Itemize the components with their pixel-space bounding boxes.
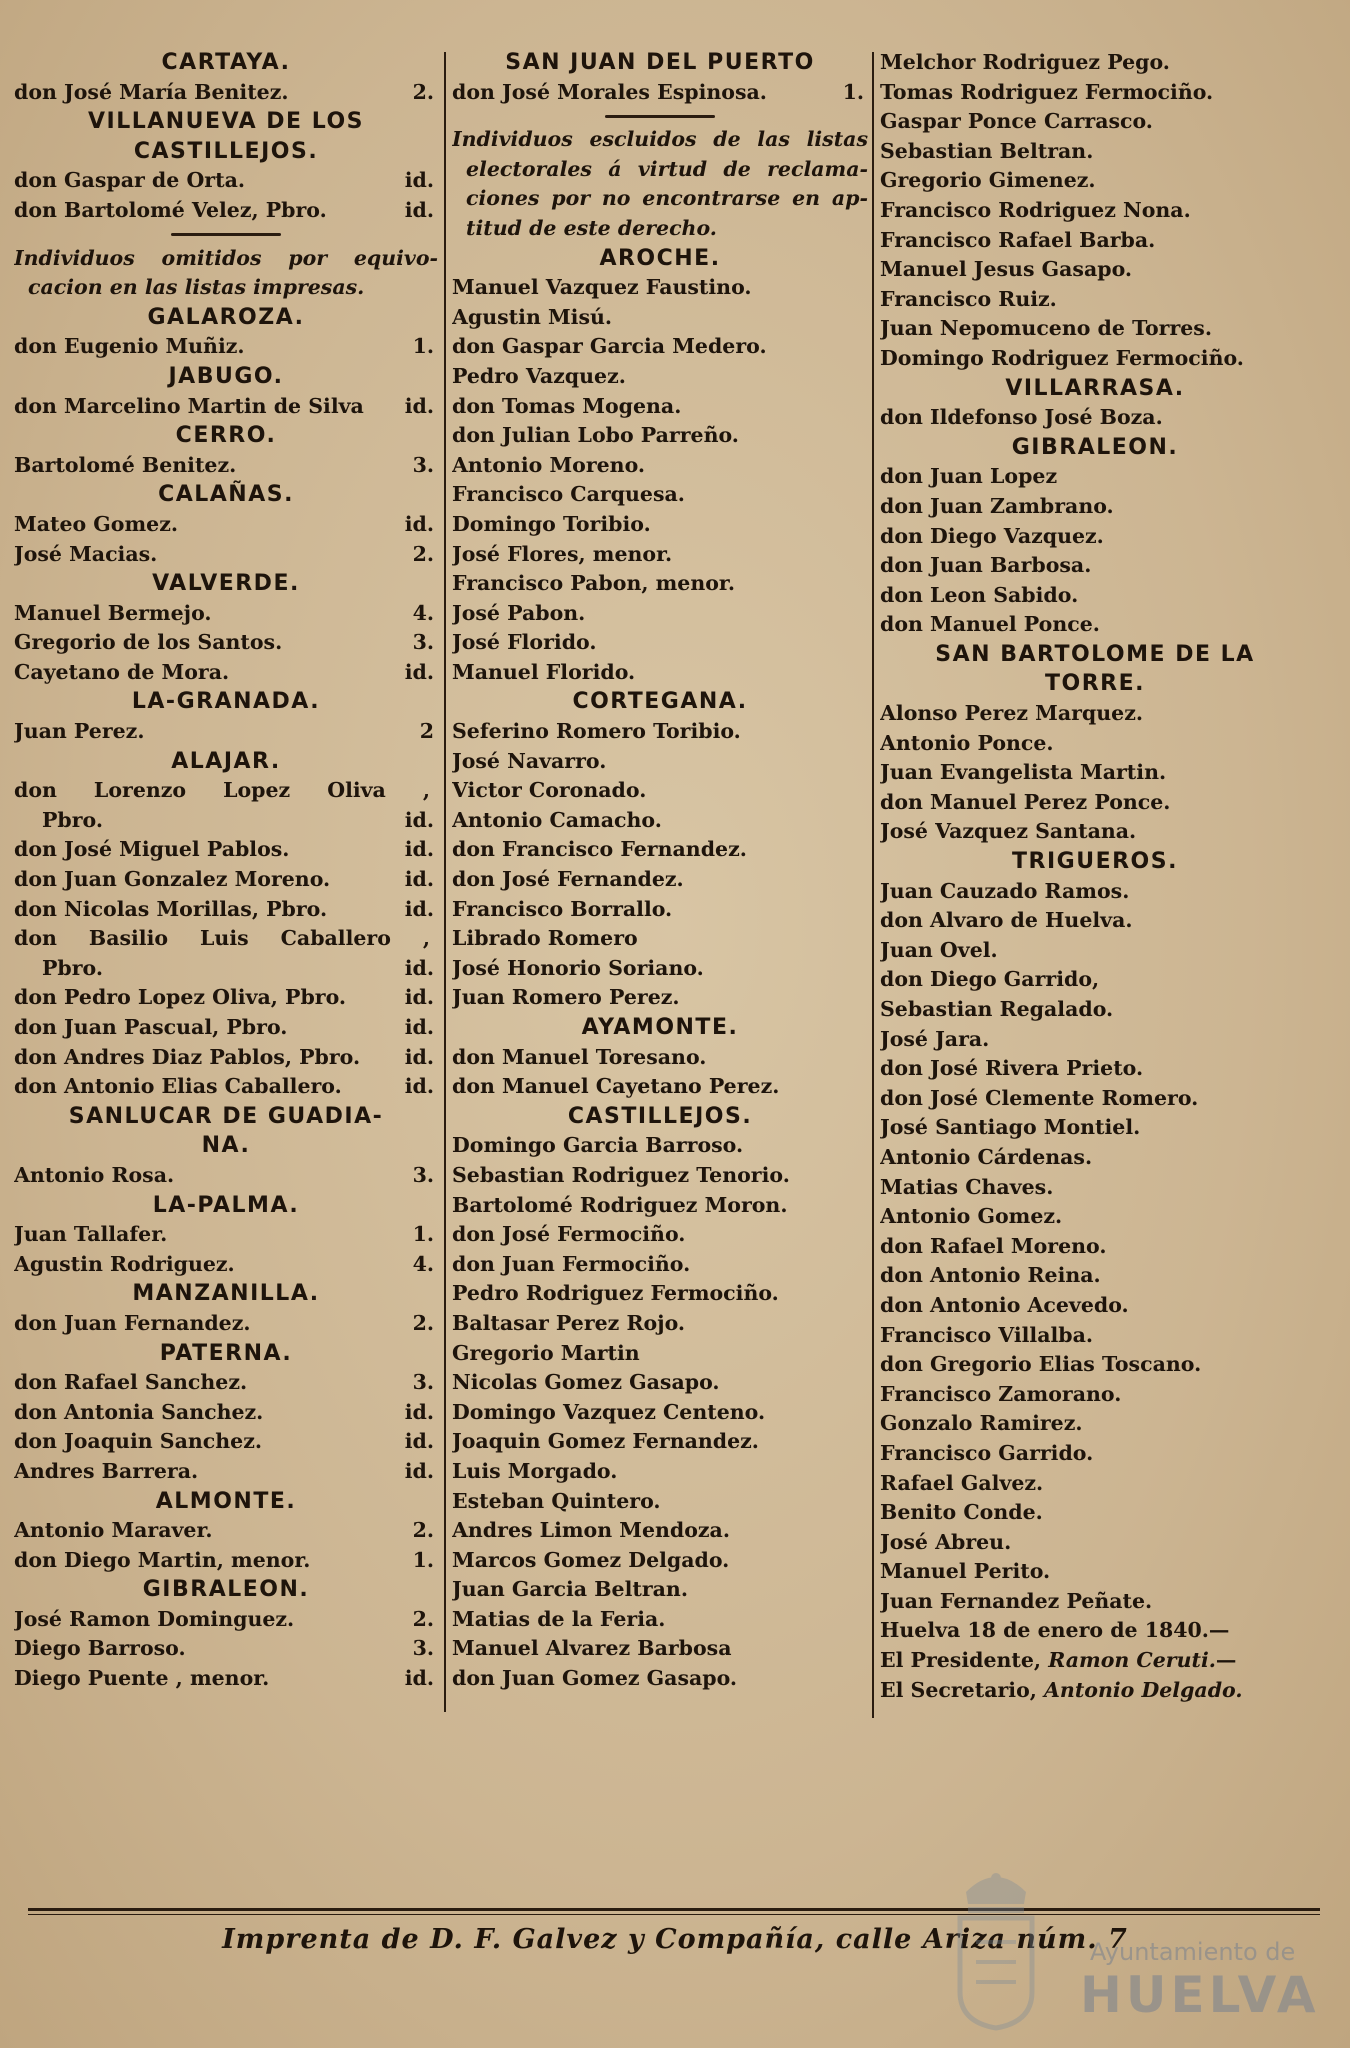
- list-item: [14, 1161, 438, 1191]
- town-heading: VILLARRASA.: [1005, 375, 1185, 401]
- list-item: [14, 1250, 438, 1280]
- list-item: don José Rivera Prieto.: [880, 1056, 1144, 1081]
- list-item: don Francisco Fernandez.: [452, 837, 747, 862]
- person-name: Antonio Maraver.: [14, 1518, 213, 1543]
- secretary-label: El Secretario,: [880, 1677, 1037, 1702]
- signature-date: Huelva 18 de enero de 1840.—: [880, 1618, 1230, 1643]
- footer-rule-thick: [28, 1908, 1320, 1911]
- list-item: [14, 166, 438, 196]
- list-item: [14, 1398, 438, 1428]
- person-name: Juan Perez.: [14, 719, 145, 744]
- list-item: Bartolomé Rodriguez Moron.: [452, 1192, 788, 1217]
- town-heading: PATERNA.: [159, 1340, 293, 1366]
- entry-note: id.: [404, 807, 434, 832]
- person-name: don Bartolomé Velez, Pbro.: [14, 197, 327, 222]
- list-item: don Antonio Reina.: [880, 1263, 1101, 1288]
- president-label: El Presidente,: [880, 1648, 1042, 1673]
- list-item: Manuel Vazquez Faustino.: [452, 275, 752, 300]
- list-item: [452, 78, 868, 108]
- entry-note: 3.: [412, 452, 434, 477]
- section-note-line: ciones por no encontrarse en ap-: [466, 186, 868, 211]
- list-item: Antonio Moreno.: [452, 452, 646, 477]
- list-item: [14, 332, 438, 362]
- person-name: don Rafael Sanchez.: [14, 1370, 248, 1395]
- entry-note: 2: [419, 719, 434, 744]
- city-seal-watermark-icon: [946, 1852, 1046, 2032]
- person-name: don Diego Martin, menor.: [14, 1547, 311, 1572]
- list-item: José Santiago Montiel.: [880, 1115, 1141, 1140]
- list-item: don Juan Lopez: [880, 464, 1058, 489]
- entry-note: 1.: [412, 334, 434, 359]
- list-item: [14, 1309, 438, 1339]
- list-item: [14, 196, 438, 226]
- entry-note: id.: [404, 511, 434, 536]
- list-item: Francisco Rafael Barba.: [880, 227, 1156, 252]
- list-item: [14, 1516, 438, 1546]
- list-item: Baltasar Perez Rojo.: [452, 1310, 686, 1335]
- list-item: Manuel Jesus Gasapo.: [880, 257, 1133, 282]
- person-name: Cayetano de Mora.: [14, 659, 230, 684]
- list-item: don Tomas Mogena.: [452, 393, 682, 418]
- entry-note: 3.: [412, 1636, 434, 1661]
- entry-note: 3.: [412, 1370, 434, 1395]
- entry-note: id.: [404, 1458, 434, 1483]
- entry-note: 2.: [412, 1518, 434, 1543]
- list-item: [14, 540, 438, 570]
- list-item: don Gregorio Elias Toscano.: [880, 1352, 1202, 1377]
- list-item: Gregorio Gimenez.: [880, 168, 1096, 193]
- person-name: don José Miguel Pablos.: [14, 837, 290, 862]
- list-item: Gonzalo Ramirez.: [880, 1411, 1083, 1436]
- list-item: [14, 1013, 438, 1043]
- footer-rule-thin: [28, 1914, 1320, 1915]
- signature-secretary: [880, 1676, 1310, 1706]
- entry-note: id.: [404, 867, 434, 892]
- list-item: [14, 776, 438, 806]
- list-item: [14, 451, 438, 481]
- list-item: don Diego Garrido,: [880, 967, 1100, 992]
- town-heading: VALVERDE.: [152, 571, 300, 597]
- list-item: Manuel Perito.: [880, 1559, 1051, 1584]
- person-name: don Juan Pascual, Pbro.: [14, 1015, 288, 1039]
- person-name: Agustin Rodriguez.: [14, 1251, 235, 1276]
- list-item: [14, 1427, 438, 1457]
- list-item: Francisco Pabon, menor.: [452, 571, 735, 596]
- list-item: José Pabon.: [452, 600, 586, 625]
- column-rule-left: [444, 52, 446, 1712]
- list-item: don Juan Fermociño.: [452, 1251, 691, 1276]
- watermark-line2: HUELVA: [1080, 1966, 1320, 2024]
- list-item: Juan Garcia Beltran.: [452, 1577, 688, 1602]
- list-item: Antonio Cárdenas.: [880, 1144, 1093, 1169]
- president-name: Ramon Ceruti.: [1048, 1648, 1216, 1673]
- person-name: don José Morales Espinosa.: [452, 79, 767, 104]
- person-name: Gregorio de los Santos.: [14, 630, 283, 655]
- list-item: Matias de la Feria.: [452, 1606, 666, 1631]
- town-heading: GIBRALEON.: [142, 1577, 310, 1603]
- president-dash: —: [1215, 1648, 1237, 1673]
- town-heading: CERRO.: [175, 423, 277, 449]
- list-item: don José Fermociño.: [452, 1222, 686, 1247]
- list-item: don Manuel Toresano.: [452, 1044, 707, 1069]
- entry-note: 4.: [412, 1251, 434, 1276]
- person-name: don Lorenzo Lopez Oliva ,: [14, 778, 430, 803]
- town-heading: AYAMONTE.: [581, 1015, 739, 1040]
- list-item: don Manuel Cayetano Perez.: [452, 1074, 780, 1099]
- list-item: Manuel Alvarez Barbosa: [452, 1636, 732, 1661]
- town-heading: TRIGUEROS.: [1012, 849, 1178, 875]
- list-item: don Julian Lobo Parreño.: [452, 423, 739, 448]
- town-heading: ALAJAR.: [171, 748, 281, 774]
- person-name-continuation: Pbro.: [42, 807, 103, 832]
- list-item: Francisco Borrallo.: [452, 896, 673, 921]
- list-item: José Honorio Soriano.: [452, 955, 704, 980]
- town-heading: NA.: [201, 1133, 251, 1159]
- town-heading: TORRE.: [1045, 671, 1145, 697]
- list-item: Juan Evangelista Martin.: [880, 760, 1167, 785]
- list-item: [14, 717, 438, 747]
- list-item: Francisco Garrido.: [880, 1440, 1094, 1465]
- person-name: Juan Tallafer.: [14, 1222, 168, 1247]
- person-name: don Eugenio Muñiz.: [14, 334, 245, 359]
- person-name: Mateo Gomez.: [14, 511, 178, 536]
- list-item: [14, 1605, 438, 1635]
- list-item: [14, 1072, 438, 1102]
- town-heading: ALMONTE.: [155, 1488, 297, 1514]
- list-item: Melchor Rodriguez Pego.: [880, 50, 1170, 74]
- list-item: Antonio Ponce.: [880, 730, 1054, 755]
- list-item: don Manuel Ponce.: [880, 612, 1100, 637]
- entry-note: id.: [404, 1015, 434, 1039]
- entry-note: id.: [404, 896, 434, 921]
- town-heading: LA-PALMA.: [152, 1192, 300, 1218]
- list-item-continuation: [14, 806, 438, 836]
- list-item: Domingo Garcia Barroso.: [452, 1133, 744, 1158]
- list-item: [14, 895, 438, 925]
- list-item: José Abreu.: [880, 1529, 1012, 1554]
- person-name: Manuel Bermejo.: [14, 600, 212, 625]
- list-item: [14, 865, 438, 895]
- list-item: Alonso Perez Marquez.: [880, 701, 1143, 726]
- town-heading: CASTILLEJOS.: [567, 1103, 753, 1129]
- list-item: Librado Romero: [452, 926, 638, 951]
- list-item: [14, 1664, 438, 1694]
- list-item: Sebastian Rodriguez Tenorio.: [452, 1162, 790, 1187]
- entry-note: id.: [404, 659, 434, 684]
- entry-note: id.: [404, 393, 434, 418]
- person-name: don Juan Gonzalez Moreno.: [14, 867, 331, 892]
- list-item: Gaspar Ponce Carrasco.: [880, 109, 1153, 134]
- person-name: don Nicolas Morillas, Pbro.: [14, 896, 328, 921]
- column-rule-right: [872, 52, 874, 1718]
- entry-note: 2.: [412, 79, 434, 104]
- list-item: José Florido.: [452, 630, 597, 655]
- list-item: Francisco Zamorano.: [880, 1381, 1122, 1406]
- list-item: don Diego Vazquez.: [880, 523, 1104, 548]
- person-name-continuation: Pbro.: [42, 955, 103, 980]
- list-item: José Flores, menor.: [452, 541, 673, 566]
- list-item: Pedro Vazquez.: [452, 363, 626, 388]
- list-item: Domingo Rodriguez Fermociño.: [880, 345, 1244, 370]
- entry-note: 2.: [412, 541, 434, 566]
- entry-note: 2.: [412, 1606, 434, 1631]
- list-item: don Manuel Perez Ponce.: [880, 789, 1171, 814]
- list-item: José Vazquez Santana.: [880, 819, 1137, 844]
- entry-note: id.: [404, 1399, 434, 1424]
- list-item: [14, 599, 438, 629]
- person-name: don Pedro Lopez Oliva, Pbro.: [14, 985, 347, 1010]
- town-heading: SANLUCAR DE GUADIA-: [68, 1103, 384, 1129]
- entry-note: id.: [404, 955, 434, 980]
- town-heading: MANZANILLA.: [132, 1281, 320, 1307]
- town-heading: VILLANUEVA DE LOS: [87, 109, 365, 135]
- entry-note: 4.: [412, 600, 434, 625]
- list-item: Benito Conde.: [880, 1500, 1043, 1525]
- list-item: Domingo Toribio.: [452, 511, 651, 536]
- person-name: Diego Barroso.: [14, 1636, 186, 1661]
- list-item: Juan Nepomuceno de Torres.: [880, 316, 1212, 341]
- person-name: José Macias.: [14, 541, 158, 566]
- section-note-line: Individuos omitidos por equivo-: [14, 245, 438, 270]
- list-item: Francisco Villalba.: [880, 1322, 1094, 1347]
- list-item: don Antonio Acevedo.: [880, 1292, 1129, 1317]
- list-item: don José Fernandez.: [452, 867, 684, 892]
- person-name: Andres Barrera.: [14, 1458, 199, 1483]
- list-item: [14, 1546, 438, 1576]
- column-middle: [452, 48, 868, 1720]
- entry-note: id.: [404, 168, 434, 193]
- person-name: don Marcelino Martin de Silva: [14, 393, 364, 418]
- list-item: [14, 510, 438, 540]
- list-item: don Juan Barbosa.: [880, 553, 1092, 578]
- town-heading: LA-GRANADA.: [131, 689, 321, 715]
- list-item: Pedro Rodriguez Fermociño.: [452, 1281, 779, 1306]
- town-heading: JABUGO.: [168, 363, 284, 389]
- list-item: Juan Fernandez Peñate.: [880, 1588, 1153, 1613]
- list-item: Seferino Romero Toribio.: [452, 719, 741, 744]
- person-name: don Joaquin Sanchez.: [14, 1429, 262, 1454]
- list-item: [14, 628, 438, 658]
- list-item: Luis Morgado.: [452, 1458, 618, 1483]
- entry-note: id.: [404, 1666, 434, 1691]
- list-item: don Gaspar Garcia Medero.: [452, 334, 767, 359]
- section-note-line: electorales á virtud de reclama-: [466, 156, 868, 181]
- secretary-name: Antonio Delgado.: [1044, 1677, 1243, 1702]
- entry-note: 1.: [412, 1547, 434, 1572]
- column-left: [14, 48, 438, 1720]
- list-item: Marcos Gomez Delgado.: [452, 1547, 730, 1572]
- person-name: don Basilio Luis Caballero ,: [14, 926, 430, 951]
- list-item: José Navarro.: [452, 748, 607, 773]
- list-item: Antonio Camacho.: [452, 807, 662, 832]
- town-heading: GALAROZA.: [147, 304, 305, 330]
- entry-note: id.: [404, 837, 434, 862]
- list-item: Manuel Florido.: [452, 659, 636, 684]
- town-heading: CORTEGANA.: [572, 689, 748, 715]
- person-name: José Ramon Dominguez.: [14, 1606, 295, 1631]
- list-item: don Juan Gomez Gasapo.: [452, 1666, 738, 1691]
- town-heading: SAN BARTOLOME DE LA: [935, 641, 1255, 667]
- signature-president: [880, 1646, 1310, 1676]
- town-heading: SAN JUAN DEL PUERTO: [505, 50, 815, 75]
- list-item: don Juan Zambrano.: [880, 493, 1114, 518]
- ornament-rule: [14, 226, 438, 244]
- list-item: [14, 835, 438, 865]
- list-item: Rafael Galvez.: [880, 1470, 1044, 1495]
- list-item: [14, 1043, 438, 1073]
- list-item: Juan Romero Perez.: [452, 985, 680, 1010]
- entry-note: 1.: [412, 1222, 434, 1247]
- list-item: don Alvaro de Huelva.: [880, 908, 1133, 933]
- person-name: don José María Benitez.: [14, 79, 289, 104]
- ornament-rule-bar: [171, 233, 281, 236]
- list-item: Agustin Misú.: [452, 304, 613, 329]
- list-item: [14, 1634, 438, 1664]
- entry-note: 3.: [412, 630, 434, 655]
- town-heading: AROCHE.: [599, 245, 721, 271]
- town-heading: CALAÑAS.: [158, 482, 294, 508]
- list-item-continuation: [14, 954, 438, 984]
- entry-note: id.: [404, 1044, 434, 1069]
- section-note-line: cacion en las listas impresas.: [28, 275, 365, 300]
- list-item: Juan Ovel.: [880, 937, 998, 962]
- entry-note: 3.: [412, 1162, 434, 1187]
- person-name: don Gaspar de Orta.: [14, 168, 245, 193]
- list-item: Joaquin Gomez Fernandez.: [452, 1429, 759, 1454]
- list-item: Andres Limon Mendoza.: [452, 1518, 730, 1543]
- list-item: [14, 1368, 438, 1398]
- ornament-rule-bar: [605, 115, 715, 118]
- list-item: Esteban Quintero.: [452, 1488, 661, 1513]
- list-item: Nicolas Gomez Gasapo.: [452, 1370, 720, 1395]
- list-item: Francisco Ruiz.: [880, 286, 1057, 311]
- column-right-list: [880, 48, 1310, 1616]
- list-item: [14, 924, 438, 954]
- watermark-line1: Ayuntamiento de: [1090, 1938, 1296, 1966]
- entry-note: 2.: [412, 1310, 434, 1335]
- list-item: Sebastian Beltran.: [880, 138, 1094, 163]
- printer-imprint: Imprenta de D. F. Galvez y Compañía, calle Ariza núm. 7: [222, 1924, 1128, 1955]
- list-item: don Rafael Moreno.: [880, 1233, 1107, 1258]
- list-item: Sebastian Regalado.: [880, 997, 1114, 1021]
- entry-note: id.: [404, 1074, 434, 1099]
- list-item: Domingo Vazquez Centeno.: [452, 1399, 766, 1424]
- list-item: don José Clemente Romero.: [880, 1085, 1199, 1110]
- list-item: Tomas Rodriguez Fermociño.: [880, 79, 1214, 104]
- section-note-line: Individuos escluidos de las listas: [452, 127, 868, 152]
- list-item: Matias Chaves.: [880, 1174, 1054, 1199]
- entry-note: 1.: [842, 79, 864, 104]
- person-name: don Antonia Sanchez.: [14, 1399, 264, 1424]
- list-item: José Jara.: [880, 1026, 990, 1051]
- person-name: don Andres Diaz Pablos, Pbro.: [14, 1044, 361, 1069]
- entry-note: id.: [404, 197, 434, 222]
- entry-note: id.: [404, 1429, 434, 1454]
- column-right: [880, 48, 1310, 1720]
- list-item: Gregorio Martin: [452, 1340, 640, 1365]
- list-item: [14, 392, 438, 422]
- person-name: don Juan Fernandez.: [14, 1310, 251, 1335]
- ornament-rule: [452, 107, 868, 125]
- list-item: Francisco Rodriguez Nona.: [880, 197, 1191, 222]
- list-item: [14, 78, 438, 108]
- entry-note: id.: [404, 985, 434, 1010]
- list-item: don Ildefonso José Boza.: [880, 405, 1163, 430]
- town-heading: CASTILLEJOS.: [133, 138, 319, 164]
- list-item: don Leon Sabido.: [880, 582, 1079, 607]
- list-item: Antonio Gomez.: [880, 1204, 1063, 1229]
- person-name: Antonio Rosa.: [14, 1162, 175, 1187]
- section-note-line: titud de este derecho.: [466, 215, 717, 240]
- person-name: Bartolomé Benitez.: [14, 452, 237, 477]
- person-name: Diego Puente , menor.: [14, 1666, 270, 1691]
- list-item: [14, 983, 438, 1013]
- list-item: [14, 1220, 438, 1250]
- person-name: don Antonio Elias Caballero.: [14, 1074, 342, 1099]
- list-item: Victor Coronado.: [452, 778, 647, 803]
- list-item: Francisco Carquesa.: [452, 482, 685, 507]
- list-item: Juan Cauzado Ramos.: [880, 878, 1130, 903]
- town-heading: CARTAYA.: [161, 50, 291, 75]
- list-item: [14, 658, 438, 688]
- list-item: [14, 1457, 438, 1487]
- town-heading: GIBRALEON.: [1011, 434, 1179, 460]
